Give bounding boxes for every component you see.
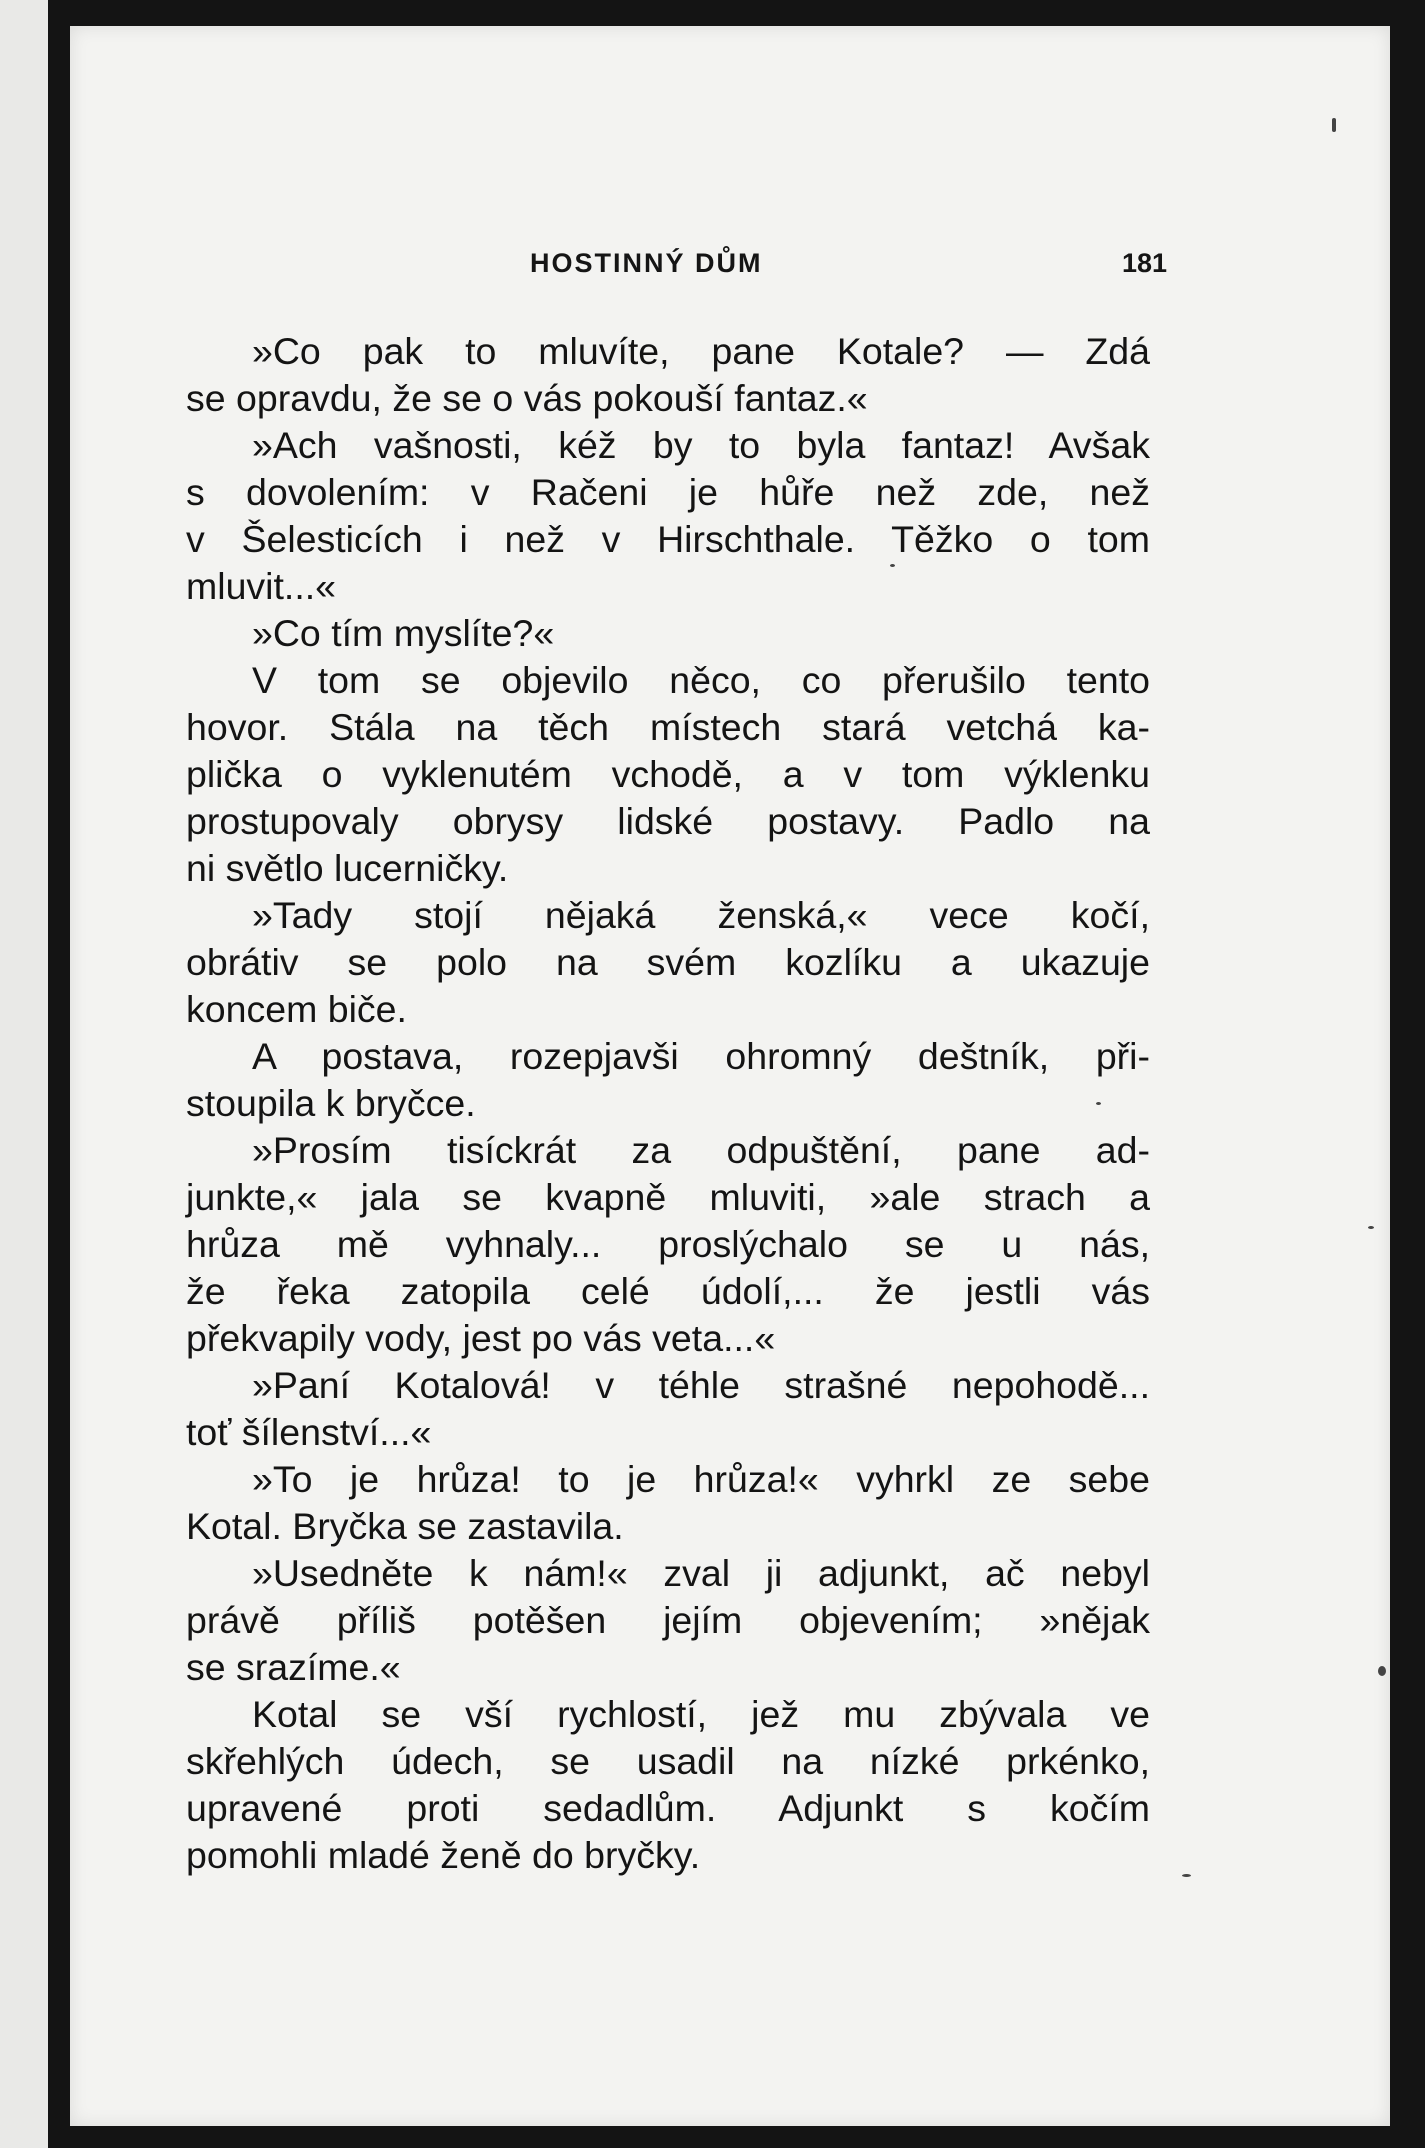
speck — [1332, 118, 1336, 132]
text-line: »Co tím myslíte?« — [252, 612, 555, 654]
paper-specks — [70, 26, 1390, 2126]
text-line: koncem biče. — [186, 988, 407, 1030]
text-line: pomohli mladé ženě do bryčky. — [186, 1834, 701, 1876]
speck — [890, 564, 895, 567]
text-line: hovor. Stála na těch místech stará vetchá ka- — [186, 706, 1150, 748]
text-line: »Tady stojí nějaká ženská,« vece kočí, — [252, 894, 1150, 936]
text-line: »Co pak to mluvíte, pane Kotale? — Zdá — [252, 330, 1150, 372]
text-line: v Šelesticích i než v Hirschthale. Těžko o tom — [186, 518, 1150, 560]
text-line: skřehlých údech, se usadil na nízké prkénko, — [186, 1740, 1150, 1782]
text-line: obrátiv se polo na svém kozlíku a ukazuje — [186, 941, 1150, 983]
text-line: ni světlo lucerničky. — [186, 847, 509, 889]
text-line: »Ach vašnosti, kéž by to byla fantaz! Avšak — [252, 424, 1150, 466]
text-line: »To je hrůza! to je hrůza!« vyhrkl ze sebe — [252, 1458, 1150, 1500]
running-head: HOSTINNÝ DŮM — [530, 248, 763, 278]
page-number: 181 — [1122, 248, 1168, 278]
text-line: upravené proti sedadlům. Adjunkt s kočím — [186, 1787, 1150, 1829]
text-line: V tom se objevilo něco, co přerušilo tento — [252, 659, 1150, 701]
text-line: A postava, rozepjavši ohromný deštník, při- — [252, 1035, 1150, 1077]
text-line: »Paní Kotalová! v téhle strašné nepohodě... — [252, 1364, 1150, 1406]
text-line: se srazíme.« — [186, 1646, 401, 1688]
text-line: s dovolením: v Račeni je hůře než zde, než — [186, 471, 1150, 513]
book-page — [70, 26, 1390, 2126]
text-line: překvapily vody, jest po vás veta...« — [186, 1317, 776, 1359]
text-line: junkte,« jala se kvapně mluviti, »ale strach a — [186, 1176, 1150, 1218]
speck — [1182, 1874, 1191, 1877]
text-line: Kotal. Bryčka se zastavila. — [186, 1505, 624, 1547]
speck — [1378, 1666, 1386, 1676]
text-line: prostupovaly obrysy lidské postavy. Padlo na — [186, 800, 1150, 842]
text-line: se opravdu, že se o vás pokouší fantaz.« — [186, 377, 868, 419]
text-line: mluvit...« — [186, 565, 337, 607]
speck — [1368, 1226, 1374, 1229]
previous-page-edge — [0, 0, 48, 2148]
speck — [1096, 1102, 1101, 1105]
text-line: stoupila k bryčce. — [186, 1082, 476, 1124]
text-line: Kotal se vší rychlostí, jež mu zbývala ve — [252, 1693, 1150, 1735]
text-line: právě příliš potěšen jejím objevením; »nějak — [186, 1599, 1150, 1641]
text-line: »Prosím tisíckrát za odpuštění, pane ad- — [252, 1129, 1150, 1171]
text-line: toť šílenství...« — [186, 1411, 432, 1453]
text-line: plička o vyklenutém vchodě, a v tom výklenku — [186, 753, 1150, 795]
text-line: hrůza mě vyhnaly... proslýchalo se u nás, — [186, 1223, 1150, 1265]
text-line: že řeka zatopila celé údolí,... že jestli vás — [186, 1270, 1150, 1312]
text-line: »Usedněte k nám!« zval ji adjunkt, ač nebyl — [252, 1552, 1150, 1594]
